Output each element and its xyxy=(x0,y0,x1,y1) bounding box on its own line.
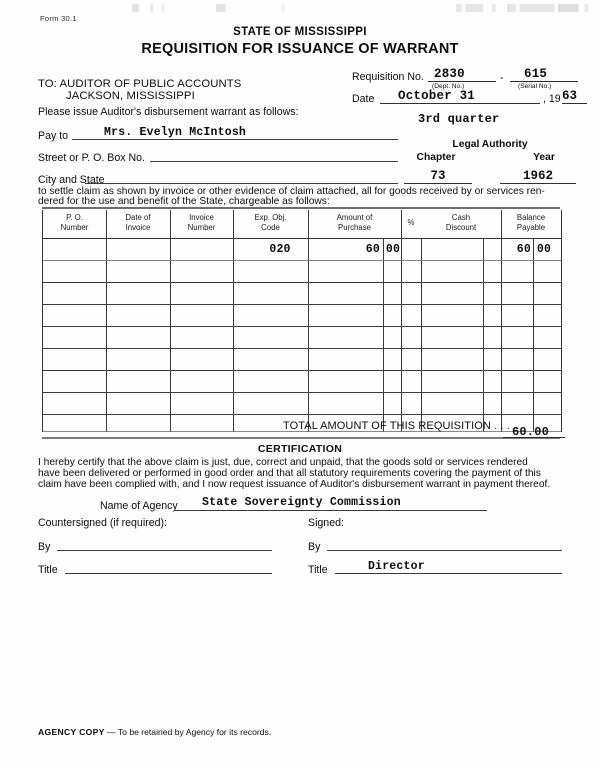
col-divider-3 xyxy=(233,210,234,432)
countersigned-label: Countersigned (if required): xyxy=(38,517,167,529)
th-exp-l1: Exp. Obj. xyxy=(254,213,287,222)
date-label: Date xyxy=(352,93,375,105)
agency-name-rule xyxy=(175,510,487,511)
requisition-separator: - xyxy=(500,72,504,84)
certification-line-2: have been delivered or performed in good order and that all statutory requirements covering the payment of this xyxy=(38,468,541,479)
addressee-line-2: JACKSON, MISSISSIPPI xyxy=(66,90,195,102)
th-po-number-l1: P. O. xyxy=(66,213,83,222)
pay-to-rule xyxy=(72,139,398,140)
th-date-of-invoice xyxy=(106,213,170,232)
chapter-field[interactable]: 73 xyxy=(430,169,446,183)
settle-claim-line-2: dered for the use and benefit of the State, chargeable as follows: xyxy=(38,196,330,207)
th-amount-l1: Amount of xyxy=(336,213,373,222)
requisition-serial-no[interactable]: 615 xyxy=(524,67,548,81)
cell-balance-dollars[interactable]: 60 xyxy=(516,243,531,256)
total-amount-value[interactable]: 60.00 xyxy=(512,425,550,439)
legal-year-rule xyxy=(500,183,576,184)
footer-note xyxy=(38,727,271,737)
city-state-label: City and State xyxy=(38,174,105,186)
pay-to-field[interactable]: Mrs. Evelyn McIntosh xyxy=(104,126,247,139)
legal-year-field[interactable]: 1962 xyxy=(522,169,553,183)
date-rule xyxy=(380,103,540,104)
certification-line-1: I hereby certify that the above claim is just, due, correct and unpaid, that the goods sold or services rendered xyxy=(38,457,528,468)
scan-artifact xyxy=(0,4,600,12)
col-divider-1 xyxy=(106,210,107,432)
addressee-line-1: TO: AUDITOR OF PUBLIC ACCOUNTS xyxy=(38,78,242,90)
th-amount-of-purchase xyxy=(308,213,401,232)
form-code: Form 30.1 xyxy=(40,14,77,23)
row-rule-5 xyxy=(43,348,561,349)
col-divider-4 xyxy=(308,210,309,432)
agency-name-label: Name of Agency xyxy=(100,500,178,512)
row-rule-7 xyxy=(43,392,561,393)
requisition-no-label: Requisition No. xyxy=(352,71,424,83)
th-exp-obj-code xyxy=(233,213,308,232)
th-percent-l1: % xyxy=(407,218,415,227)
th-invoice-l1: Invoice xyxy=(189,213,214,222)
certification-heading: CERTIFICATION xyxy=(257,443,343,455)
serial-no-caption: (Serial No.) xyxy=(518,83,552,90)
col-divider-2 xyxy=(170,210,171,432)
page-title-state: STATE OF MISSISSIPPI xyxy=(233,26,367,38)
th-cash-discount xyxy=(421,213,501,232)
th-percent xyxy=(401,218,421,228)
city-state-rule xyxy=(85,183,398,184)
quarter-field[interactable]: 3rd quarter xyxy=(418,112,500,126)
year-field[interactable]: 63 xyxy=(562,89,578,103)
table-top-rule xyxy=(42,207,560,209)
th-invoice-number xyxy=(170,213,233,232)
requisition-dept-rule xyxy=(428,81,496,82)
footer-copy-type: AGENCY COPY xyxy=(38,727,105,737)
footer-copy-text: — To be retained by Agency for its records. xyxy=(104,727,272,737)
pay-to-label: Pay to xyxy=(38,130,69,142)
total-amount-label: TOTAL AMOUNT OF THIS REQUISITION . . . xyxy=(283,420,510,432)
year-rule xyxy=(562,103,587,104)
row-rule-1 xyxy=(43,260,561,261)
by-label-right: By xyxy=(308,541,321,553)
table-bottom-rule xyxy=(42,437,560,439)
cell-balance-cents[interactable]: 00 xyxy=(536,243,552,256)
row-rule-3 xyxy=(43,304,561,305)
cell-amount-dollars[interactable]: 60 xyxy=(365,243,380,256)
chapter-rule xyxy=(404,183,472,184)
th-exp-l2: Code xyxy=(261,222,280,232)
cell-amount-cents[interactable]: 00 xyxy=(385,243,401,256)
signed-label: Signed: xyxy=(308,517,344,529)
col-divider-5 xyxy=(401,210,402,432)
th-po-number-l2: Number xyxy=(60,222,89,232)
by-rule-left[interactable] xyxy=(57,550,272,551)
by-label-left: By xyxy=(38,541,51,553)
instruction-text: Please issue Auditor's disbursement warrant as follows: xyxy=(38,106,299,118)
title-rule-left[interactable] xyxy=(65,573,272,574)
th-discount-l1: Cash xyxy=(451,213,471,222)
row-rule-2 xyxy=(43,282,561,283)
year-prefix: , 19 xyxy=(543,93,561,105)
title-rule-right xyxy=(335,573,562,574)
dept-no-caption: (Dept. No.) xyxy=(432,83,465,90)
th-balance-l2: Payable xyxy=(516,222,546,232)
cell-exp-obj-code[interactable]: 020 xyxy=(269,243,291,256)
th-invoice-l2: Number xyxy=(187,222,216,232)
title-label-right: Title xyxy=(308,564,328,576)
th-discount-l2: Discount xyxy=(445,222,477,232)
line-items-table xyxy=(42,210,562,432)
settle-claim-line-1: to settle claim as shown by invoice or other evidence of claim attached, all for goods received by or services ren- xyxy=(38,186,545,197)
certification-line-3: claim have been complied with, and I now request issuance of Auditor's disbursement warrant in payment thereof. xyxy=(38,479,551,490)
row-rule-6 xyxy=(43,370,561,371)
street-rule xyxy=(150,161,398,162)
legal-authority-heading: Legal Authority xyxy=(452,139,528,150)
by-rule-right[interactable] xyxy=(327,550,562,551)
street-label: Street or P. O. Box No. xyxy=(38,152,145,164)
chapter-label: Chapter xyxy=(416,152,456,163)
balance-cents-divider xyxy=(533,238,534,432)
amount-cents-divider xyxy=(383,238,384,432)
agency-name-field[interactable]: State Sovereignty Commission xyxy=(202,496,401,509)
title-field-right[interactable]: Director xyxy=(368,560,425,573)
row-rule-head xyxy=(43,238,561,239)
th-amount-l2: Purchase xyxy=(338,222,371,232)
discount-cents-divider xyxy=(483,238,484,432)
th-date-l2: Invoice xyxy=(125,222,151,232)
page-title: REQUISITION FOR ISSUANCE OF WARRANT xyxy=(141,41,459,57)
row-rule-4 xyxy=(43,326,561,327)
requisition-dept-no[interactable]: 2830 xyxy=(434,67,465,81)
th-po-number xyxy=(43,213,106,232)
requisition-serial-rule xyxy=(510,81,578,82)
th-balance-l1: Balance xyxy=(516,213,546,222)
th-date-l1: Date of xyxy=(125,213,151,222)
title-label-left: Title xyxy=(38,564,58,576)
percent-divider xyxy=(421,238,422,432)
th-balance-payable xyxy=(501,213,561,232)
legal-year-label: Year xyxy=(533,152,555,163)
date-field[interactable]: October 31 xyxy=(398,89,476,103)
row-rule-8 xyxy=(43,414,561,415)
